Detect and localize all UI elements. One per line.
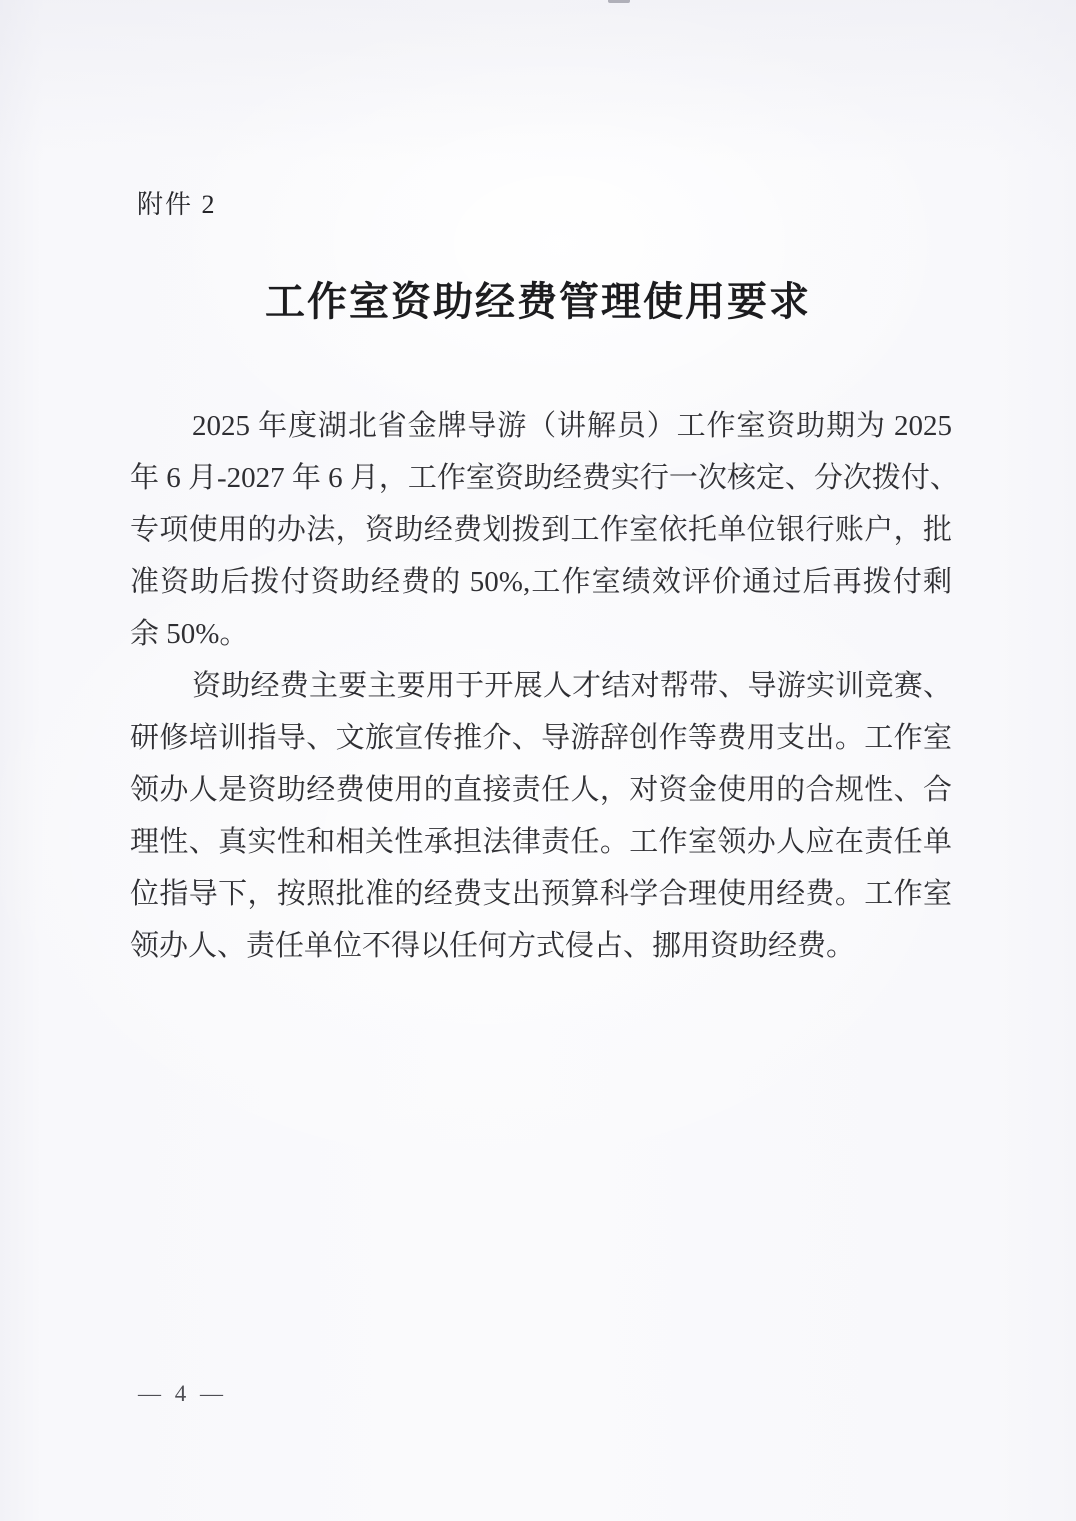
- body-line: 领办人是资助经费使用的直接责任人，对资金使用的合规性、合: [130, 774, 952, 806]
- body-line: 年 6 月-2027 年 6 月，工作室资助经费实行一次核定、分次拨付、: [130, 462, 959, 494]
- scan-artifact: [608, 0, 630, 3]
- page-number: — 4 —: [138, 1381, 227, 1406]
- body-line: 研修培训指导、文旅宣传推介、导游辞创作等费用支出。工作室: [130, 722, 952, 754]
- body-line: 专项使用的办法，资助经费划拨到工作室依托单位银行账户，批: [130, 514, 952, 546]
- attachment-label: 附件 2: [137, 190, 217, 219]
- body-line: 2025 年度湖北省金牌导游（讲解员）工作室资助期为 2025: [192, 410, 952, 442]
- body-line: 领办人、责任单位不得以任何方式侵占、挪用资助经费。: [130, 930, 856, 962]
- document-title: 工作室资助经费管理使用要求: [265, 279, 811, 324]
- body-line: 位指导下，按照批准的经费支出预算科学合理使用经费。工作室: [130, 878, 952, 910]
- body-line: 准资助后拨付资助经费的 50%,工作室绩效评价通过后再拨付剩: [130, 566, 952, 598]
- document-body: [130, 400, 959, 972]
- body-line: 余 50%。: [130, 618, 249, 650]
- body-line: 资助经费主要主要用于开展人才结对帮带、导游实训竞赛、: [192, 670, 952, 702]
- body-line: 理性、真实性和相关性承担法律责任。工作室领办人应在责任单: [130, 826, 952, 858]
